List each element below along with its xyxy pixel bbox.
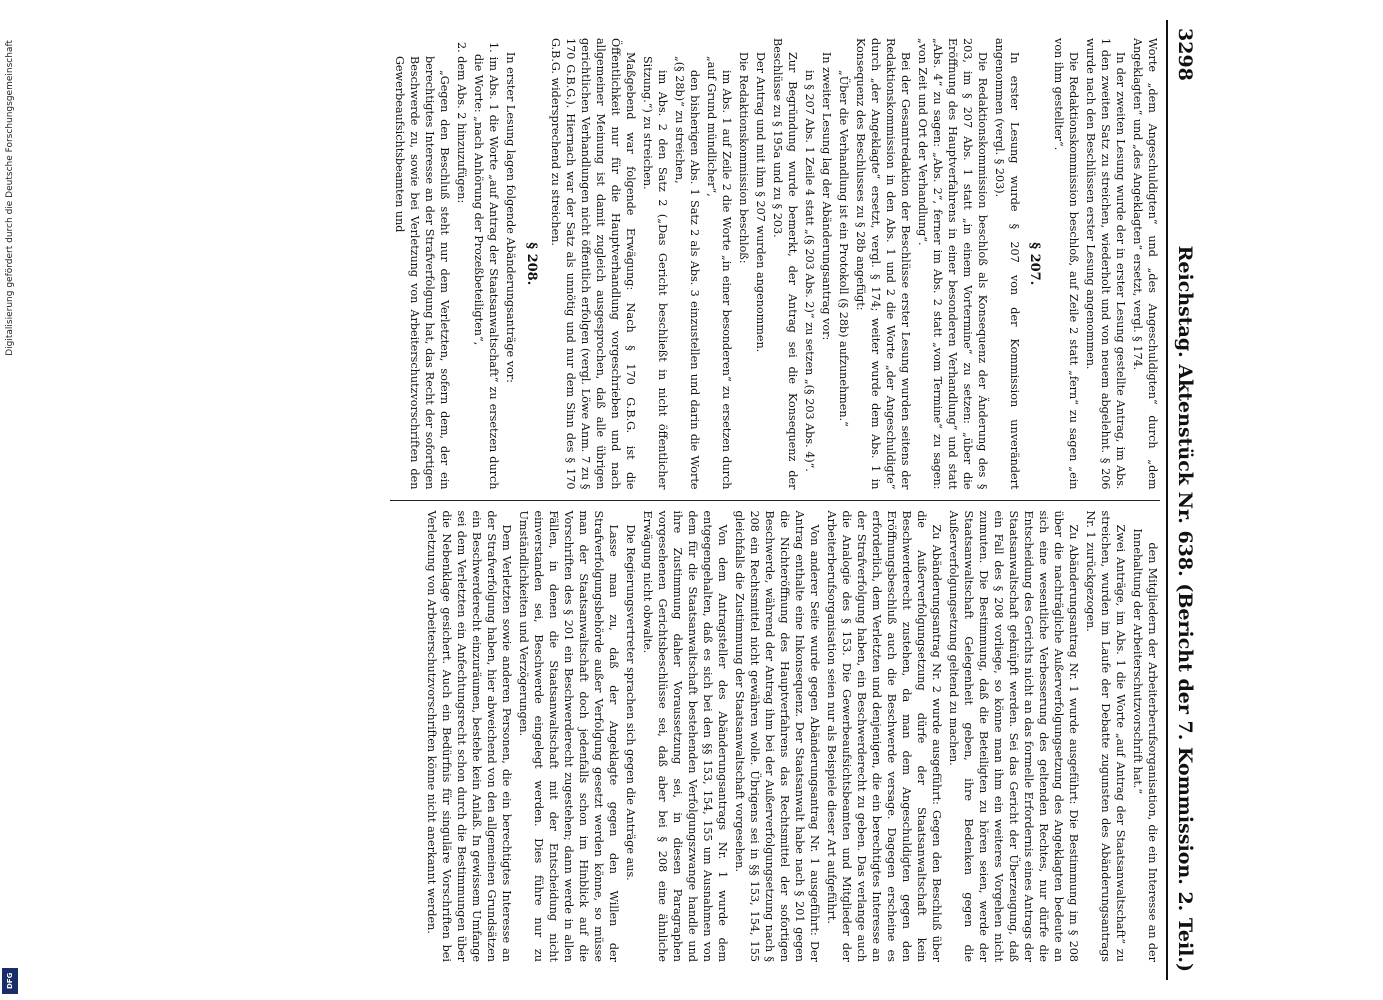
section-heading: § 207.	[1027, 242, 1042, 286]
paragraph: Von dem Antragsteller des Abänderungsantrags Nr. 1 wurde dem entgegengehalten, daß es sich bei den §§ 153, 154, 155 um Ausnahmen von dem für die Staatsanwaltschaft bestehenden Verfolgungszwange handle und ihre Zustimmung daher Voraussetzung sei, in diesen Paragraphen vorgesehenen Gerichtsbeschlüsse sei, daß aber bei § 208 eine ähnliche Erwägung nicht obwalte.	[641, 510, 729, 962]
page-header	[1166, 20, 1200, 980]
paragraph: den bisherigen Abs. 1 Satz 2 als Abs. 3 einzustellen und darin die Worte „(§ 28b)“ zu streichen,	[672, 56, 701, 490]
section-heading: § 208.	[523, 242, 539, 286]
text-columns	[390, 20, 1166, 980]
paragraph: Von anderer Seite wurde gegen Abänderungsantrag Nr. 1 ausgeführt: Der Antrag enthalte eine Inkonsequenz. Der Staatsanwalt habe nach § 201 gegen die Nichteröffnung des Hauptverfahrens das Rechtsmittel der sofortigen Beschwerde, während der Antrag ihm bei der Außerverfolgungsetzung nach § 208 ein Rechtsmittel nicht gewähren wolle. Übrigens sei in §§ 153, 154, 155 gleichfalls die Zustimmung der Staatsanwaltschaft vorgesehen.	[733, 510, 821, 962]
running-title: Reichstag. Aktenstück Nr. 638. (Bericht der 7. Kommission. 2. Teil.)	[1174, 245, 1196, 972]
paragraph: in § 207 Abs. 1 Zeile 4 statt „(§ 203 Abs. 2)“ zu setzen „(§ 203 Abs. 4)“.	[802, 70, 816, 472]
paragraph: Maßgebend war folgende Erwägung: Nach § 170 G.B.G. ist die Öffentlichkeit nur für die Hauptverhandlung vorgeschrieben und nach allgemeiner Meinung ist damit zugleich ausgesprochen, daß alle übrigen gerichtlichen Verhandlungen nicht öffentlich erfolgen (vergl. Löwe Anm. 7 zu § 170 G.B.G.). Hiernach war der Satz als unnötig und nur dem Sinn des § 170 G.B.G. widersprechend zu streichen.	[548, 38, 637, 490]
paragraph: den Mitgliedern der Arbeiterberufsorganisation, die ein Interesse an der Innehaltung der Arbeiterschutzvorschrift hat.“	[1131, 528, 1159, 962]
paragraph: im Abs. 2 den Satz 2 („Das Gericht beschließt in nicht öffentlicher Sitzung.“) zu streichen.	[640, 56, 669, 490]
paragraph: Zwei Anträge, im Abs. 1 die Worte „auf Antrag der Staatsanwaltschaft“ zu streichen, wurden im Laufe der Debatte zugunsten des Abänderungsantrags Nr. 1 zurückgezogen.	[1084, 510, 1127, 962]
paragraph: Die Redaktionskommission beschloß als Konsequenz der Änderung des § 203, im § 207 Abs. 1 statt „in einem Vortermine“ zu setzen: „über die Eröffnung des Hauptverfahrens in einer besonderen Verhandlung“ und statt „Abs. 4“ zu sagen: „Abs. 2“, ferner im Abs. 2 statt „vom Termine“ zu sagen: „von Zeit und Ort der Verhandlung“.	[915, 38, 989, 490]
paragraph: 2. dem Abs. 2 hinzuzufügen:	[455, 42, 469, 204]
paragraph: Dem Verletzten sowie anderen Personen, die ein berechtigtes Interesse an der Strafverfolgung haben, hier abweichend von den allgemeinen Grundsätzen ein Beschwerderecht einzuräumen, bestehe kein Anlaß. In gewissem Umfange sei dem Verletzten ein Anfechtungsrecht schon durch die Bestimmungen über die Nebenklage gesichert. Auch ein Bedürfnis für singuläre Vorschriften bei Verletzung von Arbeiterschutzvorschriften könne nicht anerkannt werden.	[425, 510, 513, 962]
paragraph: Bei der Gesamtredaktion der Beschlüsse erster Lesung wurden seitens der Redaktionskommission in den Abs. 1 und 2 die Worte „der Angeschuldigte“ durch „der Angeklagte“ ersetzt, vergl. § 174; weiter wurde dem Abs. 1 in Konsequenz des Beschlusses zu § 28b angefügt:	[853, 38, 912, 490]
paragraph: Der Antrag und mit ihm § 207 wurden angenommen.	[753, 52, 767, 353]
left-column	[390, 28, 1160, 500]
paragraph: Die Regierungsvertreter sprachen sich gegen die Anträge aus.	[624, 524, 637, 881]
dfg-logo: DFG	[2, 968, 18, 994]
paragraph: Zu Abänderungsantrag Nr. 2 wurde ausgeführt: Gegen den Beschluß über die Außerverfolgungsetzung dürfe der Staatsanwaltschaft kein Beschwerderecht zustehen, da man dem Angeschuldigten gegen den Eröffnungsbeschluß auch die Beschwerde versage. Dagegen erscheine es erforderlich, dem Verletzten und denjenigen, die ein berechtigtes Interesse an der Strafverfolgung haben, ein Beschwerderecht zu geben. Das verlange auch die Analogie des § 153. Die Gewerbeaufsichtsbeamten und Mitglieder der Arbeiterberufsorganisation seien nur als Beispiele dieser Art aufgeführt.	[825, 510, 943, 962]
paragraph: In erster Lesung wurde § 207 von der Kommission unverändert angenommen (vergl. § 203).	[992, 38, 1021, 490]
paragraph: „Gegen den Beschluß steht nur dem Verletzten, sofern dem, der ein berechtigtes Interesse an der Strafverfolgung hat, das Recht der sofortigen Beschwerde zu, sowie bei Verletzung von Arbeiterschutzvorschriften den Gewerbeaufsichtsbeamten und	[393, 56, 452, 490]
scanned-page	[65, 20, 1375, 980]
right-column	[390, 500, 1160, 973]
paragraph: Zur Begründung wurde bemerkt, der Antrag sei die Konsequenz der Beschlüsse zu § 195a und zu § 203.	[770, 38, 799, 490]
paragraph: In zweiter Lesung lag der Abänderungsantrag vor:	[819, 52, 833, 341]
rotated-page	[0, 20, 1200, 980]
paragraph: Lasse man zu, daß der Angeklagte gegen den Willen der Strafverfolgungsbehörde außer Verfolgung gesetzt werden könne, so müsse man der Staatsanwaltschaft doch jedenfalls schon im Hinblick auf die Vorschriften des § 201 ein Beschwerderecht zugestehen; dann werde in allen Fällen, in denen die Staatsanwaltschaft mit der Entscheidung nicht einverstanden sei, Beschwerde eingelegt werden. Dies führe nur zu Umständlichkeiten und Verzögerungen.	[517, 510, 620, 962]
paragraph: Worte „dem Angeschuldigten“ und „des Angeschuldigten“ durch „dem Angeklagten“ und „des Angeklagten“ ersetzt, vergl. § 174.	[1131, 38, 1159, 490]
paragraph: Die Redaktionskommission beschloß:	[736, 52, 750, 264]
paragraph: In erster Lesung lagen folgende Abänderungsanträge vor:	[504, 52, 518, 383]
paragraph: Zu Abänderungsantrag Nr. 1 wurde ausgeführt: Die Bestimmung im § 208 über die nachträgliche Außerverfolgungsetzung des Angeklagten bedeute an sich eine wesentliche Verbesserung des geltenden Rechtes, nur dürfe die Entscheidung des Gerichts nicht an das formelle Erfordernis eines Antrags der Staatsanwaltschaft geknüpft werden. Sei das Gericht der Überzeugung, daß ein Fall des § 208 vorliege, so könne man ihm ein weiteres Vorgehen nicht zumuten. Die Bestimmung, daß die Beteiligten zu hören seien, werde der Staatsanwaltschaft Gelegenheit geben, ihre Bedenken gegen die Außerverfolgungsetzung geltend zu machen.	[947, 510, 1080, 962]
credit-text: Digitalisierung gefördert durch die Deutsche Forschungsgemeinschaft	[5, 40, 15, 356]
page-number: 3298	[1174, 28, 1196, 81]
paragraph: im Abs. 1 auf Zeile 2 die Worte „in einer besonderen“ zu ersetzen durch „auf Grund mündlicher“,	[704, 56, 733, 490]
paragraph: 1. im Abs. 1 die Worte „auf Antrag der Staatsanwaltschaft“ zu ersetzen durch die Worte: „nach Anhörung der Prozeßbeteiligten“,	[472, 42, 501, 490]
paragraph: Die Redaktionskommission beschloß, auf Zeile 2 statt „fern“ zu sagen „ein von ihm gestellter“.	[1052, 38, 1080, 490]
paragraph: In der zweiten Lesung wurde der in erster Lesung gestellte Antrag, im Abs. 1 den zweiten Satz zu streichen, wiederholt und von neuem abgelehnt. § 206 wurde nach den Beschlüssen erster Lesung angenommen.	[1084, 38, 1127, 490]
paragraph: „Über die Verhandlung ist ein Protokoll (§ 28b) aufzunehmen.“	[836, 70, 850, 427]
